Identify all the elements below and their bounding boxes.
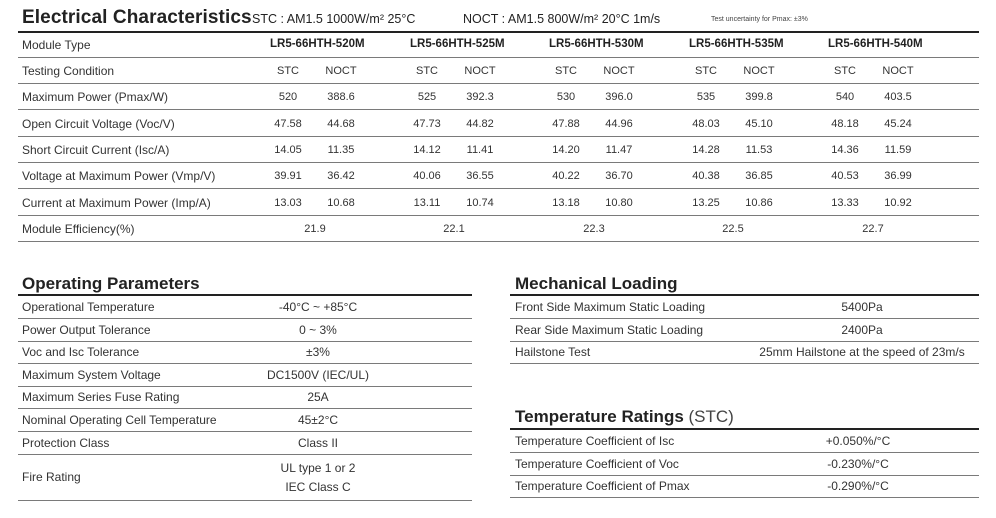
temp-label: Temperature Coefficient of Pmax xyxy=(515,479,690,494)
row-label: Voltage at Maximum Power (Vmp/V) xyxy=(22,169,216,184)
row-label: Short Circuit Current (Isc/A) xyxy=(22,142,170,157)
cell-value: 10.86 xyxy=(745,196,773,209)
temperature-title-main: Temperature Ratings xyxy=(515,407,684,426)
param-label: Voc and Isc Tolerance xyxy=(22,345,140,360)
cell-value: 10.92 xyxy=(884,196,912,209)
cell-value: 10.74 xyxy=(466,196,494,209)
cell-value: STC xyxy=(555,65,577,77)
cell-value: 48.03 xyxy=(692,117,720,130)
param-label: Power Output Tolerance xyxy=(22,322,151,337)
row-label: Open Circuit Voltage (Voc/V) xyxy=(22,116,175,131)
param-value: 45±2°C xyxy=(297,413,339,427)
cell-value: 388.6 xyxy=(327,91,355,104)
row-divider xyxy=(510,363,979,364)
model-540: LR5-66HTH-540M xyxy=(828,38,923,50)
mech-label: Front Side Maximum Static Loading xyxy=(515,300,706,314)
row-divider xyxy=(18,363,472,364)
cell-value: 396.0 xyxy=(605,91,633,104)
mech-value: 5400Pa xyxy=(841,300,883,314)
param-value: DC1500V (IEC/UL) xyxy=(266,367,370,382)
param-label: Maximum System Voltage xyxy=(22,367,161,382)
cell-value: 14.28 xyxy=(692,143,720,156)
mechanical-top-rule xyxy=(510,294,979,296)
row-divider xyxy=(18,83,979,84)
cell-value: 47.88 xyxy=(552,117,580,130)
cell-value: NOCT xyxy=(603,65,635,77)
fire-rating-value-line1: UL type 1 or 2 xyxy=(280,461,356,475)
operating-title: Operating Parameters xyxy=(22,274,200,293)
temp-value: -0.230%/°C xyxy=(827,456,889,471)
cell-value: STC xyxy=(277,65,299,77)
efficiency-value: 22.5 xyxy=(722,223,744,235)
cell-value: 535 xyxy=(696,91,716,104)
efficiency-label: Module Efficiency(%) xyxy=(22,222,135,236)
efficiency-value: 22.1 xyxy=(443,223,465,235)
cell-value: STC xyxy=(695,65,717,77)
param-label: Protection Class xyxy=(22,435,110,450)
temperature-top-rule xyxy=(510,428,979,430)
row-label: Current at Maximum Power (Imp/A) xyxy=(22,195,211,210)
fire-rating-value-line2: IEC Class C xyxy=(285,480,351,494)
cell-value: 10.68 xyxy=(327,196,355,209)
row-divider xyxy=(18,109,979,110)
model-525: LR5-66HTH-525M xyxy=(410,38,505,50)
temperature-title xyxy=(515,407,734,427)
row-divider xyxy=(18,341,472,342)
electrical-title: Electrical Characteristics xyxy=(22,7,252,28)
efficiency-value: 22.7 xyxy=(862,223,884,235)
module-type-label: Module Type xyxy=(22,38,91,52)
param-label: Operational Temperature xyxy=(22,300,155,314)
row-divider xyxy=(18,454,472,455)
cell-value: 13.03 xyxy=(274,196,302,209)
fire-rating-label: Fire Rating xyxy=(22,470,81,484)
row-divider xyxy=(18,318,472,319)
cell-value: 11.59 xyxy=(884,143,912,156)
cell-value: 36.55 xyxy=(466,170,494,183)
row-divider xyxy=(510,341,979,342)
cell-value: STC xyxy=(416,65,438,77)
cell-value: 14.12 xyxy=(413,143,441,156)
cell-value: 530 xyxy=(556,91,576,104)
row-divider xyxy=(18,57,979,58)
temp-label: Temperature Coefficient of Isc xyxy=(515,434,675,448)
row-divider xyxy=(510,475,979,476)
row-label: Testing Condition xyxy=(22,64,115,78)
param-value: -40°C ~ +85°C xyxy=(278,300,358,314)
cell-value: 36.99 xyxy=(884,170,912,183)
model-520: LR5-66HTH-520M xyxy=(270,38,365,50)
cell-value: 403.5 xyxy=(884,91,912,104)
operating-top-rule xyxy=(18,294,472,296)
cell-value: 520 xyxy=(278,91,298,104)
temp-label: Temperature Coefficient of Voc xyxy=(515,456,679,471)
param-value: Class II xyxy=(297,435,339,450)
electrical-top-rule xyxy=(18,31,979,33)
cell-value: 40.22 xyxy=(552,170,580,183)
row-divider xyxy=(18,386,472,387)
cell-value: 40.06 xyxy=(413,170,441,183)
cell-value: 14.20 xyxy=(552,143,580,156)
mech-label: Rear Side Maximum Static Loading xyxy=(515,322,704,337)
mechanical-title: Mechanical Loading xyxy=(515,274,678,293)
cell-value: 11.41 xyxy=(466,143,494,156)
cell-value: 13.11 xyxy=(413,196,441,209)
cell-value: 44.82 xyxy=(466,117,494,130)
cell-value: 14.05 xyxy=(274,143,302,156)
row-divider xyxy=(510,497,979,498)
cell-value: 36.70 xyxy=(605,170,633,183)
cell-value: 45.24 xyxy=(884,117,912,130)
cell-value: 14.36 xyxy=(831,143,859,156)
cell-value: 540 xyxy=(835,91,855,104)
cell-value: 392.3 xyxy=(466,91,494,104)
mech-value: 25mm Hailstone at the speed of 23m/s xyxy=(759,345,965,360)
noct-condition: NOCT : AM1.5 800W/m² 20°C 1m/s xyxy=(463,12,661,26)
row-divider xyxy=(18,136,979,137)
temp-value: +0.050%/°C xyxy=(825,434,891,448)
stc-condition: STC : AM1.5 1000W/m² 25°C xyxy=(252,12,416,26)
cell-value: 10.80 xyxy=(605,196,633,209)
row-divider xyxy=(18,408,472,409)
cell-value: NOCT xyxy=(882,65,914,77)
cell-value: STC xyxy=(834,65,856,77)
param-value: ±3% xyxy=(306,345,330,360)
cell-value: 40.38 xyxy=(692,170,720,183)
cell-value: 399.8 xyxy=(745,91,773,104)
row-divider xyxy=(18,188,979,189)
param-label: Maximum Series Fuse Rating xyxy=(22,390,180,405)
temperature-title-suffix: (STC) xyxy=(688,407,734,426)
row-divider xyxy=(510,318,979,319)
mech-value: 2400Pa xyxy=(841,322,883,337)
cell-value: 44.68 xyxy=(327,117,355,130)
cell-value: 47.73 xyxy=(413,117,441,130)
model-530: LR5-66HTH-530M xyxy=(549,38,644,50)
efficiency-value: 22.3 xyxy=(583,223,605,235)
mech-label: Hailstone Test xyxy=(515,345,591,360)
cell-value: NOCT xyxy=(464,65,496,77)
model-535: LR5-66HTH-535M xyxy=(689,38,784,50)
cell-value: 47.58 xyxy=(274,117,302,130)
param-value: 25A xyxy=(307,390,329,405)
cell-value: 11.35 xyxy=(327,143,355,156)
row-label: Maximum Power (Pmax/W) xyxy=(22,90,169,105)
operating-bottom-rule xyxy=(18,500,472,501)
cell-value: 13.18 xyxy=(552,196,580,209)
cell-value: 525 xyxy=(417,91,437,104)
cell-value: NOCT xyxy=(325,65,357,77)
cell-value: 44.96 xyxy=(605,117,633,130)
cell-value: NOCT xyxy=(743,65,775,77)
cell-value: 11.53 xyxy=(745,143,773,156)
row-divider xyxy=(18,431,472,432)
efficiency-value: 21.9 xyxy=(304,223,326,235)
temp-value: -0.290%/°C xyxy=(827,479,889,494)
cell-value: 39.91 xyxy=(274,170,302,183)
uncertainty-note: Test uncertainty for Pmax: ±3% xyxy=(711,16,808,23)
row-divider xyxy=(18,162,979,163)
cell-value: 36.42 xyxy=(327,170,355,183)
param-value: 0 ~ 3% xyxy=(299,322,337,337)
cell-value: 40.53 xyxy=(831,170,859,183)
row-divider xyxy=(18,215,979,216)
cell-value: 11.47 xyxy=(605,143,633,156)
row-divider xyxy=(510,452,979,453)
cell-value: 45.10 xyxy=(745,117,773,130)
cell-value: 13.33 xyxy=(831,196,859,209)
cell-value: 13.25 xyxy=(692,196,720,209)
cell-value: 36.85 xyxy=(745,170,773,183)
param-label: Nominal Operating Cell Temperature xyxy=(22,413,217,427)
cell-value: 48.18 xyxy=(831,117,859,130)
electrical-bottom-rule xyxy=(18,241,979,242)
